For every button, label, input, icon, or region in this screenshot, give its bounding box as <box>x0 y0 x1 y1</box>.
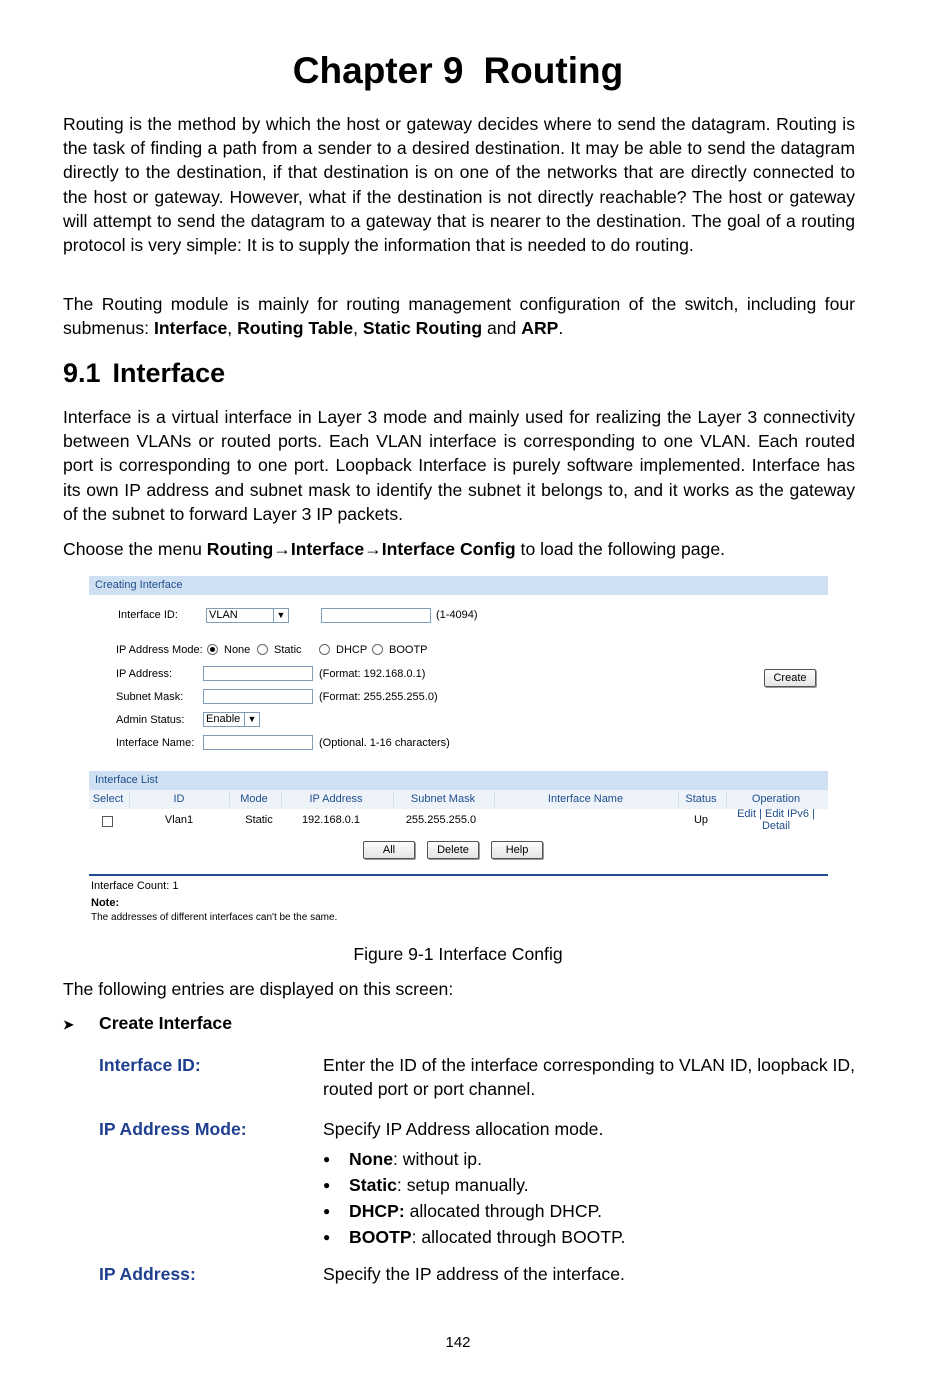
intro-paragraph-2: The Routing module is mainly for routing management configuration of the switch, including four submenus: Interface, Routing Table, Static Routing and ARP. <box>63 294 855 339</box>
bullet-icon: ● <box>323 1152 331 1166</box>
interface-table-header <box>89 790 828 809</box>
delete-button[interactable]: Delete <box>427 841 479 859</box>
interface-id-label: Interface ID: <box>118 609 178 621</box>
bullet-icon: ● <box>323 1178 331 1192</box>
list-item: ● BOOTP: allocated through BOOTP. <box>323 1227 626 1247</box>
row-ip: 192.168.0.1 <box>301 814 361 826</box>
mode-static-label: Static <box>274 644 302 656</box>
mode-bootp-label: BOOTP <box>389 644 428 656</box>
col-ip-address: IP Address <box>309 793 363 805</box>
all-button[interactable]: All <box>363 841 415 859</box>
term-ip-mode: IP Address Mode: <box>99 1119 247 1139</box>
chapter-name: Routing <box>483 50 624 91</box>
col-operation: Operation <box>751 793 801 805</box>
interface-list-header: Interface List <box>89 771 828 790</box>
ip-address-label: IP Address: <box>116 668 173 680</box>
section-title <box>63 356 225 390</box>
term-interface-id: Interface ID: <box>99 1055 201 1075</box>
row-status: Up <box>693 814 709 826</box>
row-edit-links[interactable]: Edit | Edit IPv6 | <box>737 808 815 820</box>
mode-static-radio[interactable] <box>257 644 268 655</box>
bullet-icon: ● <box>323 1204 331 1218</box>
section-paragraph-1: Interface is a virtual interface in Layer 3 mode and mainly used for realizing the Layer 3 connectivity between VLANs or routed ports. Each VLAN interface is corresponding to one VLAN. Each routed port is corresponding to one port. Loopback Interface is purely software implemented. Interface has its own IP address and subnet mask to identify the subnet it belongs to, and it works as the gateway of the subnet to forward Layer 3 IP packets. <box>63 407 855 524</box>
mode-dhcp-radio[interactable] <box>319 644 330 655</box>
mode-dhcp-label: DHCP <box>336 644 368 656</box>
admin-status-select[interactable]: Enable ▼ <box>203 712 260 727</box>
mode-none-label: None <box>224 644 251 656</box>
interface-type-select[interactable]: VLAN ▼ <box>206 608 289 623</box>
arrow-bullet-icon: ➤ <box>63 1017 74 1032</box>
bullet-icon: ● <box>323 1230 331 1244</box>
entries-intro: The following entries are displayed on this screen: <box>63 979 454 999</box>
list-item: ● Static: setup manually. <box>323 1175 529 1195</box>
intro-paragraph-1: Routing is the method by which the host or gateway decides where to send the datagram. Routing is the task of finding a path from a sender to a desired destination. It may be able to send the datagram directly to the destination, if that destination is on one of the networks that are directly connected to the host or gateway. However, what if the destination is not directly reachable? The host or gateway will attempt to send the datagram to a gateway that is nearer to the destination. The goal of a routing protocol is very simple: It is to supply the information that is needed to do routing. <box>63 114 855 256</box>
interface-config-figure <box>89 576 828 926</box>
mode-bootp-radio[interactable] <box>372 644 383 655</box>
col-id: ID <box>173 793 185 805</box>
ip-address-hint: (Format: 192.168.0.1) <box>319 668 426 680</box>
list-item: ● DHCP: allocated through DHCP. <box>323 1201 602 1221</box>
col-mode: Mode <box>240 793 268 805</box>
subnet-mask-input[interactable] <box>203 689 313 704</box>
section-paragraph-2: Choose the menu Routing→Interface→Interface Config to load the following page. <box>63 539 725 559</box>
table-row <box>89 809 828 835</box>
row-mask: 255.255.255.0 <box>405 814 477 826</box>
desc-ip-address: Specify the IP address of the interface. <box>323 1264 625 1284</box>
col-subnet-mask: Subnet Mask <box>410 793 476 805</box>
chevron-down-icon: ▼ <box>273 609 288 622</box>
col-select: Select <box>92 793 124 805</box>
desc-ip-mode: Specify IP Address allocation mode. <box>323 1119 604 1139</box>
col-status: Status <box>685 793 717 805</box>
interface-name-hint: (Optional. 1-16 characters) <box>319 737 450 749</box>
note-label: Note: <box>91 897 120 909</box>
ip-mode-label: IP Address Mode: <box>116 644 203 656</box>
row-select-checkbox[interactable] <box>102 816 113 827</box>
row-mode: Static <box>245 814 273 826</box>
col-interface-name: Interface Name <box>547 793 624 805</box>
ip-address-input[interactable] <box>203 666 313 681</box>
section-name: Interface <box>112 358 226 388</box>
admin-status-label: Admin Status: <box>116 714 185 726</box>
help-button[interactable]: Help <box>491 841 543 859</box>
interface-name-label: Interface Name: <box>116 737 195 749</box>
note-text: The addresses of different interfaces can't be the same. <box>91 912 338 923</box>
interface-count: Interface Count: 1 <box>91 880 179 892</box>
chapter-title <box>0 46 916 96</box>
section-number: 9.1 <box>63 358 101 388</box>
row-detail-link[interactable]: Detail <box>761 820 791 832</box>
chapter-number: Chapter 9 <box>292 50 464 91</box>
subnet-mask-hint: (Format: 255.255.255.0) <box>319 691 438 703</box>
chevron-down-icon: ▼ <box>244 713 259 726</box>
figure-caption: Figure 9-1 Interface Config <box>353 944 563 964</box>
mode-none-radio[interactable] <box>207 644 218 655</box>
interface-name-input[interactable] <box>203 735 313 750</box>
interface-id-input[interactable] <box>321 608 431 623</box>
subnet-mask-label: Subnet Mask: <box>116 691 184 703</box>
list-item: ● None: without ip. <box>323 1149 482 1169</box>
row-id: Vlan1 <box>164 814 194 826</box>
creating-interface-header: Creating Interface <box>89 576 828 595</box>
interface-id-hint: (1-4094) <box>436 609 478 621</box>
create-interface-heading: ➤ Create Interface <box>63 1011 232 1037</box>
desc-interface-id: Enter the ID of the interface corresponding to VLAN ID, loopback ID, routed port or port channel. <box>323 1055 856 1100</box>
create-button[interactable]: Create <box>764 669 816 687</box>
term-ip-address: IP Address: <box>99 1264 196 1284</box>
divider <box>89 874 828 876</box>
page-number: 142 <box>445 1334 471 1351</box>
